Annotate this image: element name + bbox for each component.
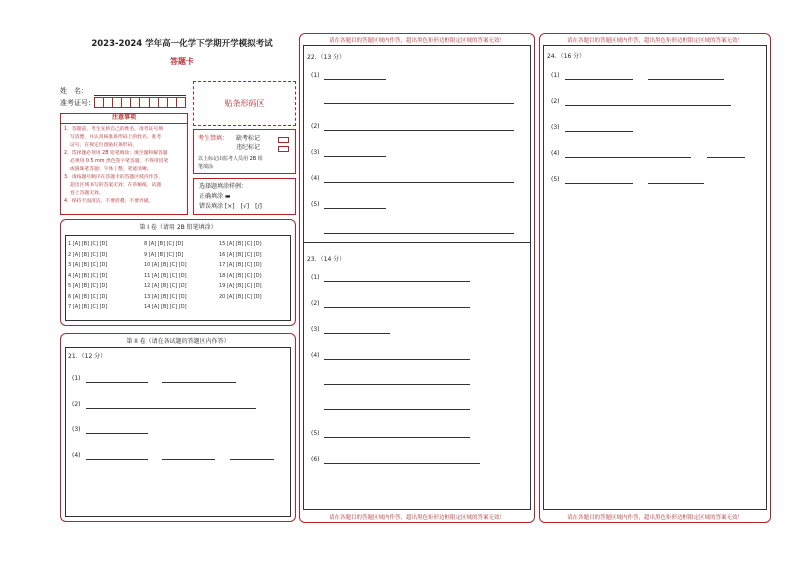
prohibit-label: 考生禁填： bbox=[198, 135, 229, 142]
q22-sub-label: (3) bbox=[311, 149, 320, 156]
choice-item[interactable]: 14 [A] [B] [C] [D] bbox=[144, 304, 187, 310]
fill-example-box bbox=[193, 178, 296, 215]
exam-title: 2023-2024 学年高一化学下学期开学模拟考试 bbox=[91, 39, 273, 49]
choice-item[interactable]: 1 [A] [B] [C] [D] bbox=[68, 241, 108, 247]
answer-line[interactable] bbox=[86, 459, 148, 460]
right-answer-frame bbox=[543, 45, 767, 510]
choice-item[interactable]: 17 [A] [B] [C] [D] bbox=[219, 262, 262, 268]
right-bottom-warning: 请在各题目的答题区域内作答，超出黑色矩形边框限定区域的答案无效！ bbox=[566, 515, 743, 521]
q21-sub-label: (3) bbox=[72, 426, 81, 433]
q23-sub-label: (2) bbox=[311, 300, 320, 307]
choice-item[interactable]: 6 [A] [B] [C] [D] bbox=[68, 293, 108, 300]
choice-item[interactable]: 15 [A] [B] [C] [D] bbox=[219, 241, 262, 247]
q23-sub-label: (4) bbox=[311, 352, 320, 359]
answer-line[interactable] bbox=[324, 359, 470, 360]
answer-line[interactable] bbox=[648, 79, 724, 80]
choice-item[interactable]: 13 [A] [B] [C] [D] bbox=[144, 293, 187, 300]
q22-sub-label: (4) bbox=[311, 175, 320, 182]
answer-line[interactable] bbox=[324, 208, 386, 209]
choice-item[interactable]: 18 [A] [B] [C] [D] bbox=[219, 272, 262, 279]
answer-line[interactable] bbox=[565, 79, 633, 80]
answer-line[interactable] bbox=[565, 105, 731, 106]
prohibit-box bbox=[193, 129, 296, 174]
q21-sub-label: (1) bbox=[72, 375, 81, 382]
answer-line[interactable] bbox=[162, 382, 236, 383]
part2-title: 第 II 卷（请在各试题的答题区内作答） bbox=[126, 338, 230, 345]
q24-sub-label: (5) bbox=[551, 176, 560, 183]
choice-item[interactable]: 8 [A] [B] [C] [D] bbox=[144, 241, 184, 247]
answer-line[interactable] bbox=[324, 281, 470, 282]
q23-sub-label: (3) bbox=[311, 326, 320, 333]
part1-title: 第 I 卷（请用 2B 铅笔填涂） bbox=[139, 224, 217, 231]
answer-line[interactable] bbox=[565, 131, 633, 132]
answer-line[interactable] bbox=[86, 382, 148, 383]
answer-line[interactable] bbox=[324, 156, 386, 157]
choice-item[interactable]: 19 [A] [B] [C] [D] bbox=[219, 283, 262, 289]
absent-label: 缺考标记 bbox=[236, 135, 261, 142]
notice-line: 卷上答题无效。 bbox=[70, 191, 104, 196]
violation-checkbox[interactable] bbox=[278, 146, 289, 152]
choice-item[interactable]: 7 [A] [B] [C] [D] bbox=[68, 304, 108, 310]
answer-line[interactable] bbox=[162, 459, 215, 460]
notice-line: 2．选择题必须用 2B 铅笔填涂；填空题和解答题 bbox=[64, 151, 168, 156]
answer-line[interactable] bbox=[324, 182, 514, 183]
q24-sub-label: (4) bbox=[551, 150, 560, 157]
choice-item[interactable]: 20 [A] [B] [C] [D] bbox=[219, 293, 262, 300]
choice-item[interactable]: 5 [A] [B] [C] [D] bbox=[68, 283, 108, 289]
q21-sub-label: (4) bbox=[72, 452, 81, 459]
answer-line[interactable] bbox=[324, 233, 514, 234]
choice-item[interactable]: 10 [A] [B] [C] [D] bbox=[144, 262, 187, 268]
notice-line: 超出区域书写的答案无效；在草稿纸、试题 bbox=[70, 183, 162, 188]
notice-line: 证号，在规定位置贴好条形码。 bbox=[70, 143, 138, 148]
notice-line: 3．请按题号顺序在答题卡的答题区域内作答， bbox=[64, 175, 163, 180]
choice-item[interactable]: 3 [A] [B] [C] [D] bbox=[68, 262, 108, 268]
id-label: 准考证号： bbox=[60, 99, 95, 107]
q23-sub-label: (5) bbox=[311, 430, 320, 437]
choice-item[interactable]: 4 [A] [B] [C] [D] bbox=[68, 272, 108, 279]
q21-answer-box bbox=[65, 347, 291, 517]
choice-item[interactable]: 16 [A] [B] [C] [D] bbox=[219, 251, 262, 258]
name-label: 姓 名： bbox=[60, 87, 88, 95]
q24-sub-label: (1) bbox=[551, 72, 560, 79]
fill-example-title: 选择题填涂样例： bbox=[199, 183, 248, 190]
q23-sub-label: (1) bbox=[311, 274, 320, 281]
notice-line: 1．答题前，考生先将自己的姓名，准考证号填 bbox=[64, 127, 163, 132]
answer-line[interactable] bbox=[324, 463, 480, 464]
violation-label: 违纪标记 bbox=[236, 144, 261, 151]
exam-subtitle: 答题卡 bbox=[170, 57, 194, 66]
answer-line[interactable] bbox=[324, 333, 390, 334]
absent-checkbox[interactable] bbox=[278, 137, 289, 143]
choice-item[interactable]: 9 [A] [B] [C] [D] bbox=[144, 251, 184, 258]
notice-line: 或圆珠笔答题；字体工整、笔迹清晰。 bbox=[70, 167, 152, 172]
q23-label: 23．（14 分） bbox=[307, 256, 346, 263]
q24-sub-label: (2) bbox=[551, 98, 560, 105]
fill-correct: 正确填涂 ▬ bbox=[199, 193, 231, 200]
q23-sub-label: (6) bbox=[311, 456, 320, 463]
answer-line[interactable] bbox=[324, 409, 470, 410]
notice-box bbox=[60, 113, 188, 215]
answer-line[interactable] bbox=[86, 433, 148, 434]
notice-line: 4．保持卡面清洁，不要折叠、不要弄破。 bbox=[64, 199, 154, 204]
middle-top-warning: 请在各题目的答题区域内作答，超出黑色矩形边框限定区域的答案无效！ bbox=[328, 38, 505, 44]
notice-title: 注意事项 bbox=[61, 114, 187, 124]
part2-box bbox=[60, 333, 296, 522]
q21-label: 21．（12 分） bbox=[68, 353, 107, 360]
q22-sub-label: (2) bbox=[311, 123, 320, 130]
answer-line[interactable] bbox=[324, 384, 470, 385]
answer-line[interactable] bbox=[324, 437, 470, 438]
answer-line[interactable] bbox=[707, 157, 745, 158]
answer-line[interactable] bbox=[565, 157, 691, 158]
q22-sub-label: (5) bbox=[311, 201, 320, 208]
fill-wrong: 错误填涂 [×] [√] [/] bbox=[199, 203, 262, 210]
q24-sub-label: (3) bbox=[551, 124, 560, 131]
answer-line[interactable] bbox=[324, 79, 386, 80]
answer-line[interactable] bbox=[86, 408, 256, 409]
q22-sub-label: (1) bbox=[311, 72, 320, 79]
answer-line[interactable] bbox=[565, 183, 633, 184]
q22-q23-divider bbox=[303, 242, 531, 243]
notice-line: 写清楚，并认真核准条形码上的姓名、准考 bbox=[70, 135, 162, 140]
name-field[interactable] bbox=[94, 95, 186, 96]
choice-item[interactable]: 2 [A] [B] [C] [D] bbox=[68, 251, 108, 258]
middle-bottom-warning: 请在各题目的答题区域内作答，超出黑色矩形边框限定区域的答案无效！ bbox=[328, 515, 505, 521]
answer-line[interactable] bbox=[324, 130, 514, 131]
q21-sub-label: (2) bbox=[72, 401, 81, 408]
prohibit-note: 以上标记由监考人员用 2B 铅笔填涂 bbox=[198, 156, 263, 170]
barcode-label: 贴条形码区 bbox=[224, 99, 265, 108]
answer-line[interactable] bbox=[324, 307, 470, 308]
answer-line[interactable] bbox=[648, 183, 704, 184]
q22-label: 22．（13 分） bbox=[307, 54, 346, 61]
choice-item[interactable]: 12 [A] [B] [C] [D] bbox=[144, 283, 187, 289]
barcode-area bbox=[193, 81, 296, 126]
notice-line: 必须用 0.5 mm 黑色签字笔答题，不得用铅笔 bbox=[70, 159, 169, 164]
id-number-boxes[interactable] bbox=[94, 97, 186, 108]
middle-answer-frame bbox=[303, 45, 531, 510]
answer-line[interactable] bbox=[324, 103, 514, 104]
right-top-warning: 请在各题目的答题区域内作答，超出黑色矩形边框限定区域的答案无效！ bbox=[566, 38, 743, 44]
answer-line[interactable] bbox=[230, 459, 274, 460]
q24-label: 24．（16 分） bbox=[547, 53, 586, 60]
choice-item[interactable]: 11 [A] [B] [C] [D] bbox=[144, 272, 187, 279]
